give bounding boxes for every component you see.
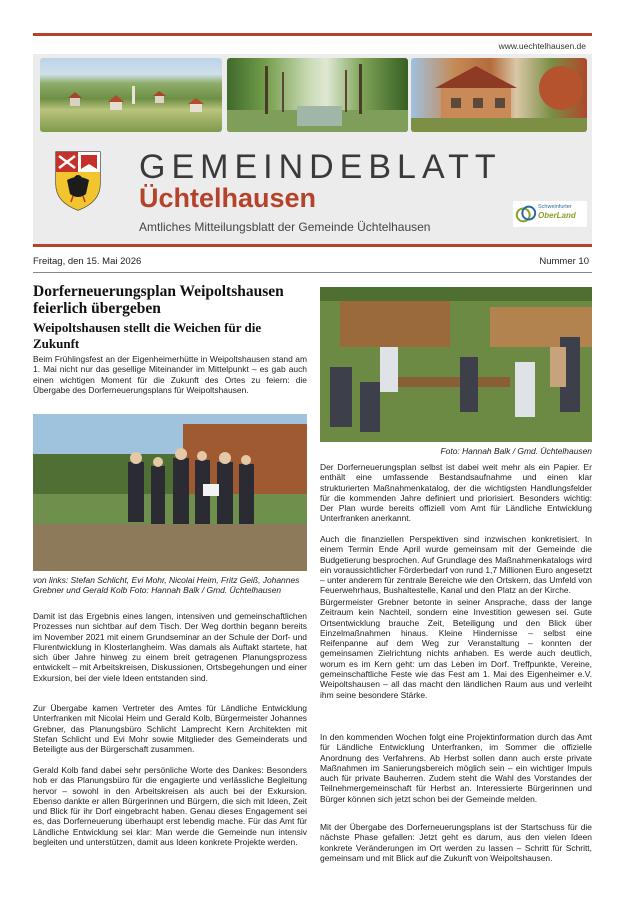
partner-logo-text: [538, 204, 576, 220]
top-accent-rule: [33, 33, 592, 36]
group-handover-photo: [33, 414, 307, 571]
masthead-title: GEMEINDEBLATT: [139, 148, 502, 186]
article-intro: Beim Frühlingsfest an der Eigenheimerhütte in Weipoltshausen stand am 1. Mai nicht nur das gesellige Miteinander im Mittelpunkt – es gab auch einen wichtigen Moment für die Zukunft des Ortes zu feiern: die Übergabe des Dorferneuerungsplans für Weipoltshausen.: [33, 354, 307, 395]
article-subheadline: Weipoltshausen stellt die Weichen für die Zukunft: [33, 320, 262, 351]
dateline-rule: [33, 272, 592, 273]
right-paragraph-3: Bürgermeister Grebner betonte in seiner Ansprache, dass der lange Zeitraum kein Nachteil, sondern eine Investition gewesen sei. Gute Ortsentwicklung brauche Zeit, Beteiligung und den Blick über Einzelmaßnahmen hinaus. Kleine Hindernisse – selbst eine Reifenpanne auf dem Weg zur Veranstaltung – konnten der gemeinsamen Zielrichtung nichts anhaben. Es werde auch deutlich, worum es im Kern geht: um das Leben im Dorf. Treffpunkte, Vereine, gemeinschaftliche Feste wie das Fest am 1. Mai des Eigenheimer e.V. Weipoltshausen – all das macht den ländlichen Raum aus und verleiht ihm seine besondere Stärke.: [320, 597, 592, 700]
left-paragraph-2: Zur Übergabe kamen Vertreter des Amtes für Ländliche Entwicklung Unterfranken mit Nicolai Heim und Gerald Kolb, Bürgermeister Johannes Grebner, das Planungsbüro Schlicht Lamprecht Kern Architekten mit Stefan Schlicht und Evi Mohr sowie Mitglieder des Gemeinderats und Beteiligte aus der Bürgerschaft zusammen.: [33, 703, 307, 755]
partner-logo-line1: Schweinfurter: [538, 204, 572, 210]
masthead-place-name: Üchtelhausen: [139, 183, 317, 213]
spring-festival-photo: [320, 287, 592, 442]
right-paragraph-1: Der Dorferneuerungsplan selbst ist dabei weit mehr als ein Papier. Er enthält eine umfassende Bestandsaufnahme und einen klar strukturierten Maßnahmenkatalog, der die wichtigsten Handlungsfelder für die kommenden Jahre definiert und priorisiert. Besonders wichtig: Der Plan wurde bereits offiziell vom Amt für Ländliche Entwicklung Unterfranken anerkannt.: [320, 462, 592, 524]
masthead-bottom-rule: [33, 244, 592, 247]
right-paragraph-4: In den kommenden Wochen folgt eine Projektinformation durch das Amt für Ländliche Entwicklung Unterfranken, im Sommer die offizielle Anordnung des Verfahrens. Ab Herbst sollen dann auch erste private Maßnahmen im Sanierungsbereich möglich sein – ein wichtiger Impuls auch für private Bauherren. Zudem steht die Wahl des Vorstandes der Teilnehmergemeinschaft für Herbst an. Interessierte Bürgerinnen und Bürger können sich jetzt schon bei der Gemeinde melden.: [320, 732, 592, 804]
masthead-subtitle: Amtliches Mitteilungsblatt der Gemeinde Üchtelhausen: [139, 220, 431, 234]
left-paragraph-1: Damit ist das Ergebnis eines langen, intensiven und gemeinschaftlichen Prozesses nun sichtbar auf dem Tisch. Der Weg dorthin begann bereits im November 2021 mit einem Grundseminar an der Schule der Dorf- und Flurentwicklung in Klosterlangheim. Was damals als Auftakt startete, hat sich über Jahre hinweg zu einem breit getragenen Planungsprozess entwickelt – mit Arbeitskreisen, Diskussionen, Ortsbegehungen und einer Exkursion, bei der viele Ideen entstanden sind.: [33, 611, 307, 683]
photo-caption-right: Foto: Hannah Balk / Gmd. Üchtelhausen: [440, 446, 592, 456]
issue-date: Freitag, den 15. Mai 2026: [33, 256, 142, 267]
right-paragraph-2: Auch die finanziellen Perspektiven sind inzwischen konkretisiert. In einem Termin Ende April wurde gemeinsam mit der Gemeinde die Budgetierung besprochen. Auf Grundlage des Maßnahmenkatalogs wird ein voraussichtlicher Förderbedarf von rund 1,7 Millionen Euro angesetzt – unter anderem für zentrale Bereiche wie den Ortskern, das Umfeld von Feuerwehrhaus, Bushaltestelle, Kanal und den Platz an der Kirche.: [320, 534, 592, 596]
partner-logo: [513, 201, 587, 227]
right-paragraph-5: Mit der Übergabe des Dorferneuerungsplans ist der Startschuss für die nächste Phase gefallen: Jetzt geht es darum, aus den vielen Ideen konkrete Veränderungen im Ort werden zu lassen – Schritt für Schritt, gemeinsam und mit Blick auf die Zukunft von Weipoltshausen.: [320, 822, 592, 863]
municipal-crest-icon: [53, 150, 103, 212]
photo-caption-left: von links: Stefan Schlicht, Evi Mohr, Nicolai Heim, Fritz Geiß, Johannes Grebner und Gerald Kolb Foto: Hannah Balk / Gmd. Üchtelhausen: [33, 575, 300, 596]
pond-avenue-photo: [227, 58, 408, 132]
oberland-logo-icon: [515, 203, 537, 225]
village-panorama-photo: [40, 58, 222, 132]
half-timbered-house-photo: [411, 58, 587, 132]
left-paragraph-3: Gerald Kolb fand dabei sehr persönliche Worte des Dankes: Besonders hob er das Planungsbüro für die engagierte und verlässliche Begleitung hervor – sowohl in den Arbeitskreisen als auch bei der Exkursion. Ebenso dankte er allen Bürgerinnen und Bürgern, die sich mit Ideen, Zeit und Blick für ihr Dorf eingebracht haben. Genau dieses Engagement sei es, das Dorferneuerung überhaupt erst lebendig mache. Für das Amt für Ländliche Entwicklung sei klar: Man werde die Gemeinde nun intensiv begleiten und unterstützen, damit aus Ideen konkrete Projekte werden.: [33, 765, 307, 848]
newsletter-page: [33, 0, 592, 897]
article-headline: Dorferneuerungsplan Weipoltshausen feierlich übergeben: [33, 283, 284, 317]
issue-number: Nummer 10: [539, 256, 589, 267]
partner-logo-line2: OberLand: [538, 210, 576, 220]
website-link[interactable]: www.uechtelhausen.de: [498, 41, 586, 51]
